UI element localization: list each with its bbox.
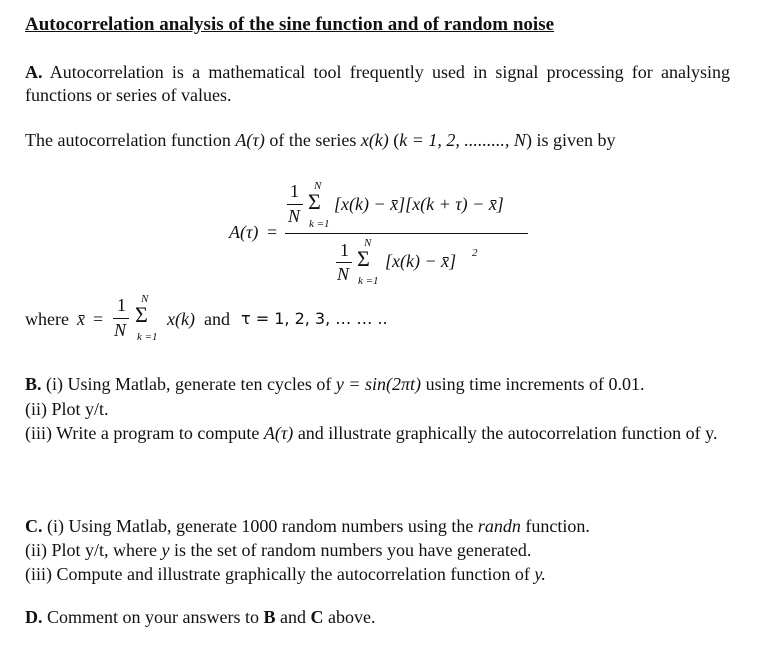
section-b-label: B. <box>25 374 42 394</box>
where-equals: = <box>93 309 104 329</box>
formula-equals: = <box>267 222 278 242</box>
definition-prefix: The autocorrelation function <box>25 130 231 150</box>
section-a-definition: The autocorrelation function A(τ) of the series x(k) (k = 1, 2, ........., N) is given by <box>25 130 616 150</box>
section-c-line3-pre: (iii) Compute and illustrate graphically the autocorrelation function of <box>25 564 530 584</box>
section-b-line1-pre: (i) Using Matlab, generate ten cycles of <box>46 374 332 394</box>
denominator-sum-lower: k =1 <box>358 275 379 287</box>
numerator-term: [x(k) − x̄][x(k + τ) − x̄] <box>334 194 504 214</box>
section-c-line-1 <box>25 515 730 538</box>
section-c-line2-var: y <box>161 540 170 560</box>
section-b-line-1 <box>25 373 730 396</box>
section-b-line3-pre: (iii) Write a program to compute <box>25 423 260 443</box>
section-d-label: D. <box>25 607 43 627</box>
section-b-A-tau: A(τ) <box>263 423 294 443</box>
numerator-inner-fraction-bar <box>287 204 303 205</box>
numerator-sum-lower: k =1 <box>309 218 330 230</box>
section-c-line1-pre: (i) Using Matlab, generate 1000 random numbers using the <box>47 516 474 536</box>
numerator-sum-upper: N <box>314 180 322 192</box>
section-b-line3-post: and illustrate graphically the autocorrelation function of y. <box>297 423 718 443</box>
section-c-line1-post: function. <box>525 516 590 536</box>
section-b-line-3 <box>25 422 730 445</box>
section-a-intro <box>25 61 730 107</box>
numerator-one: 1 <box>290 181 299 201</box>
numerator-sigma: Σ <box>308 189 321 214</box>
section-c-line2-pre: (ii) Plot y/t, where <box>25 540 157 560</box>
denominator-N: N <box>337 264 350 284</box>
page-title: Autocorrelation analysis of the sine function and of random noise <box>25 14 555 35</box>
where-sum-upper: N <box>141 293 149 305</box>
denominator-square: 2 <box>472 247 478 259</box>
section-c-randn: randn <box>477 516 521 536</box>
denominator-sum-upper: N <box>364 237 372 249</box>
where-N: N <box>114 320 127 340</box>
denominator-sigma: Σ <box>357 246 370 271</box>
section-d-b: B <box>263 607 276 627</box>
where-and: and <box>204 309 230 329</box>
main-fraction-bar <box>285 233 528 234</box>
section-c-line2-post: is the set of random numbers you have generated. <box>173 540 532 560</box>
section-d-and: and <box>280 607 306 627</box>
section-d-c: C <box>310 607 324 627</box>
definition-middle: of the series <box>269 130 357 150</box>
denominator-term: [x(k) − x̄] <box>385 251 457 271</box>
where-one: 1 <box>117 295 126 315</box>
where-label: where <box>25 309 69 329</box>
where-xk: x(k) <box>167 309 195 329</box>
definition-paren-open: ( <box>393 130 400 150</box>
section-c-line-2 <box>25 539 730 562</box>
where-xbar: x̄ <box>77 309 85 329</box>
definition-paren-close: ) <box>525 130 532 150</box>
section-d-pre: Comment on your answers to <box>47 607 259 627</box>
section-b-sine-formula: y = sin(2πt) <box>335 374 422 394</box>
section-a-text: Autocorrelation is a mathematical tool frequently used in signal processing for analysing functions or series of values. <box>25 62 730 105</box>
section-d <box>25 606 730 629</box>
section-c-label: C. <box>25 516 43 536</box>
definition-suffix: is given by <box>536 130 616 150</box>
where-fraction-bar <box>113 318 129 319</box>
formula-lhs: A(τ) <box>229 222 259 242</box>
denominator-one: 1 <box>340 240 349 260</box>
section-b-line-2: (ii) Plot y/t. <box>25 399 109 419</box>
where-sum-lower: k =1 <box>137 331 158 343</box>
definition-A-tau: A(τ) <box>235 130 265 150</box>
denominator-inner-fraction-bar <box>336 262 352 263</box>
where-tau-series: τ = 1, 2, 3, … … .. <box>241 309 388 328</box>
section-c-line-3 <box>25 563 730 586</box>
section-d-post: above. <box>328 607 376 627</box>
section-b-line1-post: using time increments of 0.01. <box>425 374 645 394</box>
section-a-label: A. <box>25 62 43 82</box>
where-sigma: Σ <box>135 302 148 327</box>
definition-k-range: k = 1, 2, ........., N <box>399 130 526 150</box>
section-c-line3-var: y. <box>534 564 546 584</box>
numerator-N: N <box>288 206 301 226</box>
